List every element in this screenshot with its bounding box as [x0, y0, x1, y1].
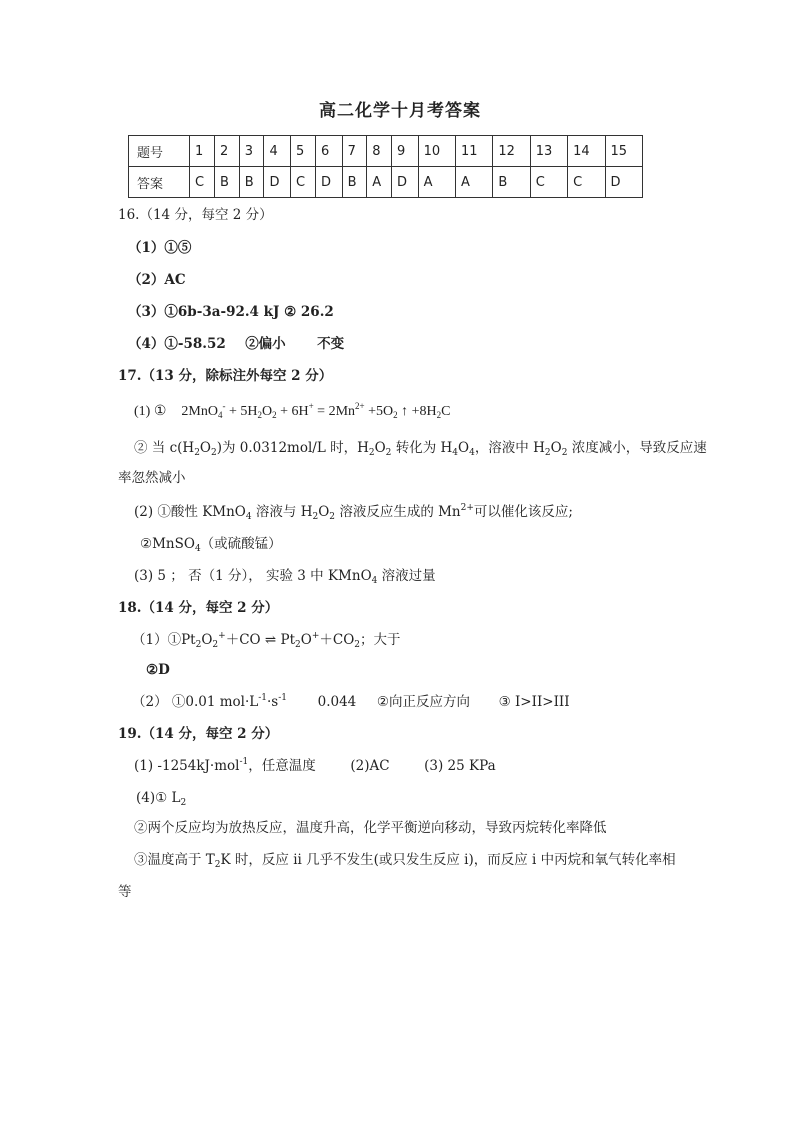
- q18-heading: 18.（14 分，每空 2 分）: [118, 600, 279, 616]
- q19-heading: 19.（14 分，每空 2 分）: [118, 726, 279, 742]
- text: O: [199, 440, 211, 456]
- table-cell: C: [568, 167, 605, 198]
- sub: 4: [452, 448, 458, 458]
- text: (1) -1254kJ·mol: [134, 758, 240, 774]
- table-row-answers: [129, 167, 643, 198]
- eq-text: +5O: [364, 404, 394, 419]
- eq-sub: 2: [436, 410, 442, 420]
- text: ，溶液中 H: [474, 440, 545, 456]
- table-cell: B: [215, 167, 240, 198]
- eq-sub: 2: [393, 410, 398, 420]
- eq-text: = 2Mn: [313, 404, 356, 419]
- table-cell: 2: [215, 136, 240, 167]
- eq-text: C: [441, 404, 451, 419]
- text: 溶液过量: [377, 568, 436, 584]
- text: (3) 5 ； 否（1 分）， 实验 3 中 KMnO: [134, 568, 372, 584]
- page-title: 高二化学十月考答案: [319, 101, 481, 121]
- q16-part1: （1）①⑤: [128, 240, 192, 256]
- eq-sub: 2: [257, 410, 262, 420]
- q16-part4: [128, 334, 344, 354]
- sup: 2+: [460, 503, 474, 513]
- table-cell: C: [190, 167, 215, 198]
- table-cell: 14: [568, 136, 605, 167]
- eq-text: O: [261, 404, 273, 419]
- table-cell: 1: [190, 136, 215, 167]
- text: O: [318, 504, 330, 520]
- eq-sub: 2: [272, 410, 277, 420]
- table-cell: 10: [418, 136, 455, 167]
- table-header-cell: 题号: [129, 136, 190, 167]
- table-cell: 8: [367, 136, 392, 167]
- q17-part1-2-line1: [134, 438, 707, 458]
- sub: 2: [354, 640, 361, 650]
- text: 转化为 H: [391, 440, 453, 456]
- sub: 4: [469, 448, 475, 458]
- sub: 2: [195, 640, 202, 650]
- table-cell: C: [291, 167, 316, 198]
- table-cell: B: [493, 167, 530, 198]
- table-cell: 5: [291, 136, 316, 167]
- table-cell: 6: [316, 136, 343, 167]
- q16-part4-b: ②偏小: [245, 336, 286, 352]
- text: O: [550, 440, 562, 456]
- text: 溶液反应生成的 Mn: [335, 504, 461, 520]
- eq-text: + 5H: [225, 404, 258, 419]
- text: 0.044: [317, 694, 357, 710]
- text: (2) ①酸性 KMnO: [134, 504, 246, 520]
- table-cell: 9: [392, 136, 419, 167]
- eq-sup: +: [308, 401, 314, 411]
- sub: 4: [194, 544, 201, 554]
- table-cell: B: [342, 167, 367, 198]
- text: ；大于: [360, 632, 401, 648]
- text: )为 0.0312mol/L 时，H: [216, 440, 369, 456]
- sup: -1: [239, 757, 249, 767]
- table-cell: B: [239, 167, 264, 198]
- q16-part3-b: ② 26.2: [284, 304, 334, 320]
- text: （2） ①0.01 mol·L: [132, 694, 259, 710]
- text: ＋CO ⇌ Pt: [225, 632, 296, 648]
- table-cell: 15: [605, 136, 642, 167]
- table-cell: 7: [342, 136, 367, 167]
- sub: 2: [368, 448, 375, 458]
- table-row-question-numbers: [129, 136, 643, 167]
- text: (2)AC: [350, 758, 390, 774]
- q16-part4-c: 不变: [317, 336, 345, 352]
- q17-part2-2: [140, 534, 282, 554]
- sup: -1: [258, 693, 268, 703]
- q16-part3: [128, 302, 334, 322]
- table-cell: A: [418, 167, 455, 198]
- answer-table: [128, 135, 643, 198]
- table-cell: 3: [239, 136, 264, 167]
- eq-sup: 2+: [355, 401, 365, 411]
- text: ＋CO: [319, 632, 355, 648]
- text: 溶液与 H: [251, 504, 313, 520]
- q19-part4-3-line1: [134, 850, 676, 870]
- text: （1）①Pt: [132, 632, 196, 648]
- eq-text: ↑ +8H: [397, 404, 437, 419]
- table-header-cell: 答案: [129, 167, 190, 198]
- table-cell: C: [530, 167, 567, 198]
- sup: +: [218, 631, 226, 641]
- q19-part4-1: [136, 788, 186, 808]
- sub: 2: [194, 448, 200, 458]
- text: O: [374, 440, 386, 456]
- q18-part2: [132, 692, 570, 712]
- text: ③ I>II>III: [498, 694, 570, 710]
- q18-part1-1: [132, 630, 401, 650]
- eq-text: 2MnO: [181, 404, 218, 419]
- text: ②向正反应方向: [376, 694, 470, 710]
- text: ②MnSO: [140, 536, 195, 552]
- q17-part1-2-line2: 率忽然减小: [118, 470, 186, 486]
- sub: 2: [385, 448, 392, 458]
- text: K 时，反应 ii 几乎不发生(或只发生反应 i)，而反应 i 中丙烷和氧气转化率相: [220, 852, 676, 868]
- q19-part1: [134, 756, 496, 776]
- table-cell: A: [367, 167, 392, 198]
- text: ，任意温度: [248, 758, 316, 774]
- q16-part3-a: （3）①6b-3a-92.4 kJ: [128, 304, 280, 320]
- sub: 2: [212, 640, 219, 650]
- q17-part2-1: [134, 502, 573, 522]
- q18-part1-2: ②D: [146, 662, 170, 678]
- sup: +: [311, 631, 320, 641]
- text: (4)① L: [136, 790, 181, 806]
- table-cell: D: [316, 167, 343, 198]
- table-cell: 12: [493, 136, 530, 167]
- sub: 2: [312, 512, 319, 522]
- table-cell: 11: [455, 136, 492, 167]
- sub: 2: [329, 512, 336, 522]
- text: ③温度高于 T: [134, 852, 215, 868]
- table-cell: A: [455, 167, 492, 198]
- table-cell: D: [392, 167, 419, 198]
- q16-heading: 16.（14 分，每空 2 分）: [118, 207, 273, 223]
- q16-part2: （2）AC: [128, 272, 186, 288]
- text: O: [201, 632, 213, 648]
- text: O: [458, 440, 470, 456]
- eq-sub: 4: [217, 410, 223, 420]
- text: ·s: [267, 694, 279, 710]
- sub: 2: [180, 798, 187, 808]
- q16-part4-a: （4）①-58.52: [128, 336, 226, 352]
- text: ② 当 c(H: [134, 440, 195, 456]
- q19-part4-3-line2: 等: [118, 884, 132, 900]
- sub: 2: [211, 448, 217, 458]
- sub: 4: [371, 576, 378, 586]
- table-cell: D: [264, 167, 291, 198]
- sub: 2: [295, 640, 301, 650]
- q19-part4-2: ②两个反应均为放热反应，温度升高，化学平衡逆向移动，导致丙烷转化率降低: [134, 820, 607, 836]
- text: （或硫酸锰）: [200, 536, 282, 552]
- sup: -1: [278, 693, 288, 703]
- text: 浓度减小，导致反应速: [567, 440, 707, 456]
- text: (3) 25 KPa: [424, 758, 496, 774]
- table-cell: D: [605, 167, 642, 198]
- q17-heading: 17.（13 分，除标注外每空 2 分）: [118, 368, 333, 384]
- q17-part3: [134, 566, 436, 586]
- eq-sup: -: [222, 401, 226, 411]
- eq-text: + 6H: [276, 404, 309, 419]
- sub: 2: [561, 448, 568, 458]
- sub: 2: [544, 448, 551, 458]
- table-cell: 4: [264, 136, 291, 167]
- sub: 2: [214, 860, 221, 870]
- text: 可以催化该反应;: [473, 504, 573, 520]
- table-cell: 13: [530, 136, 567, 167]
- sub: 4: [245, 512, 252, 522]
- q17-equation: [134, 402, 450, 422]
- text: O: [300, 632, 312, 648]
- q17-eq-prefix: (1) ①: [134, 404, 167, 419]
